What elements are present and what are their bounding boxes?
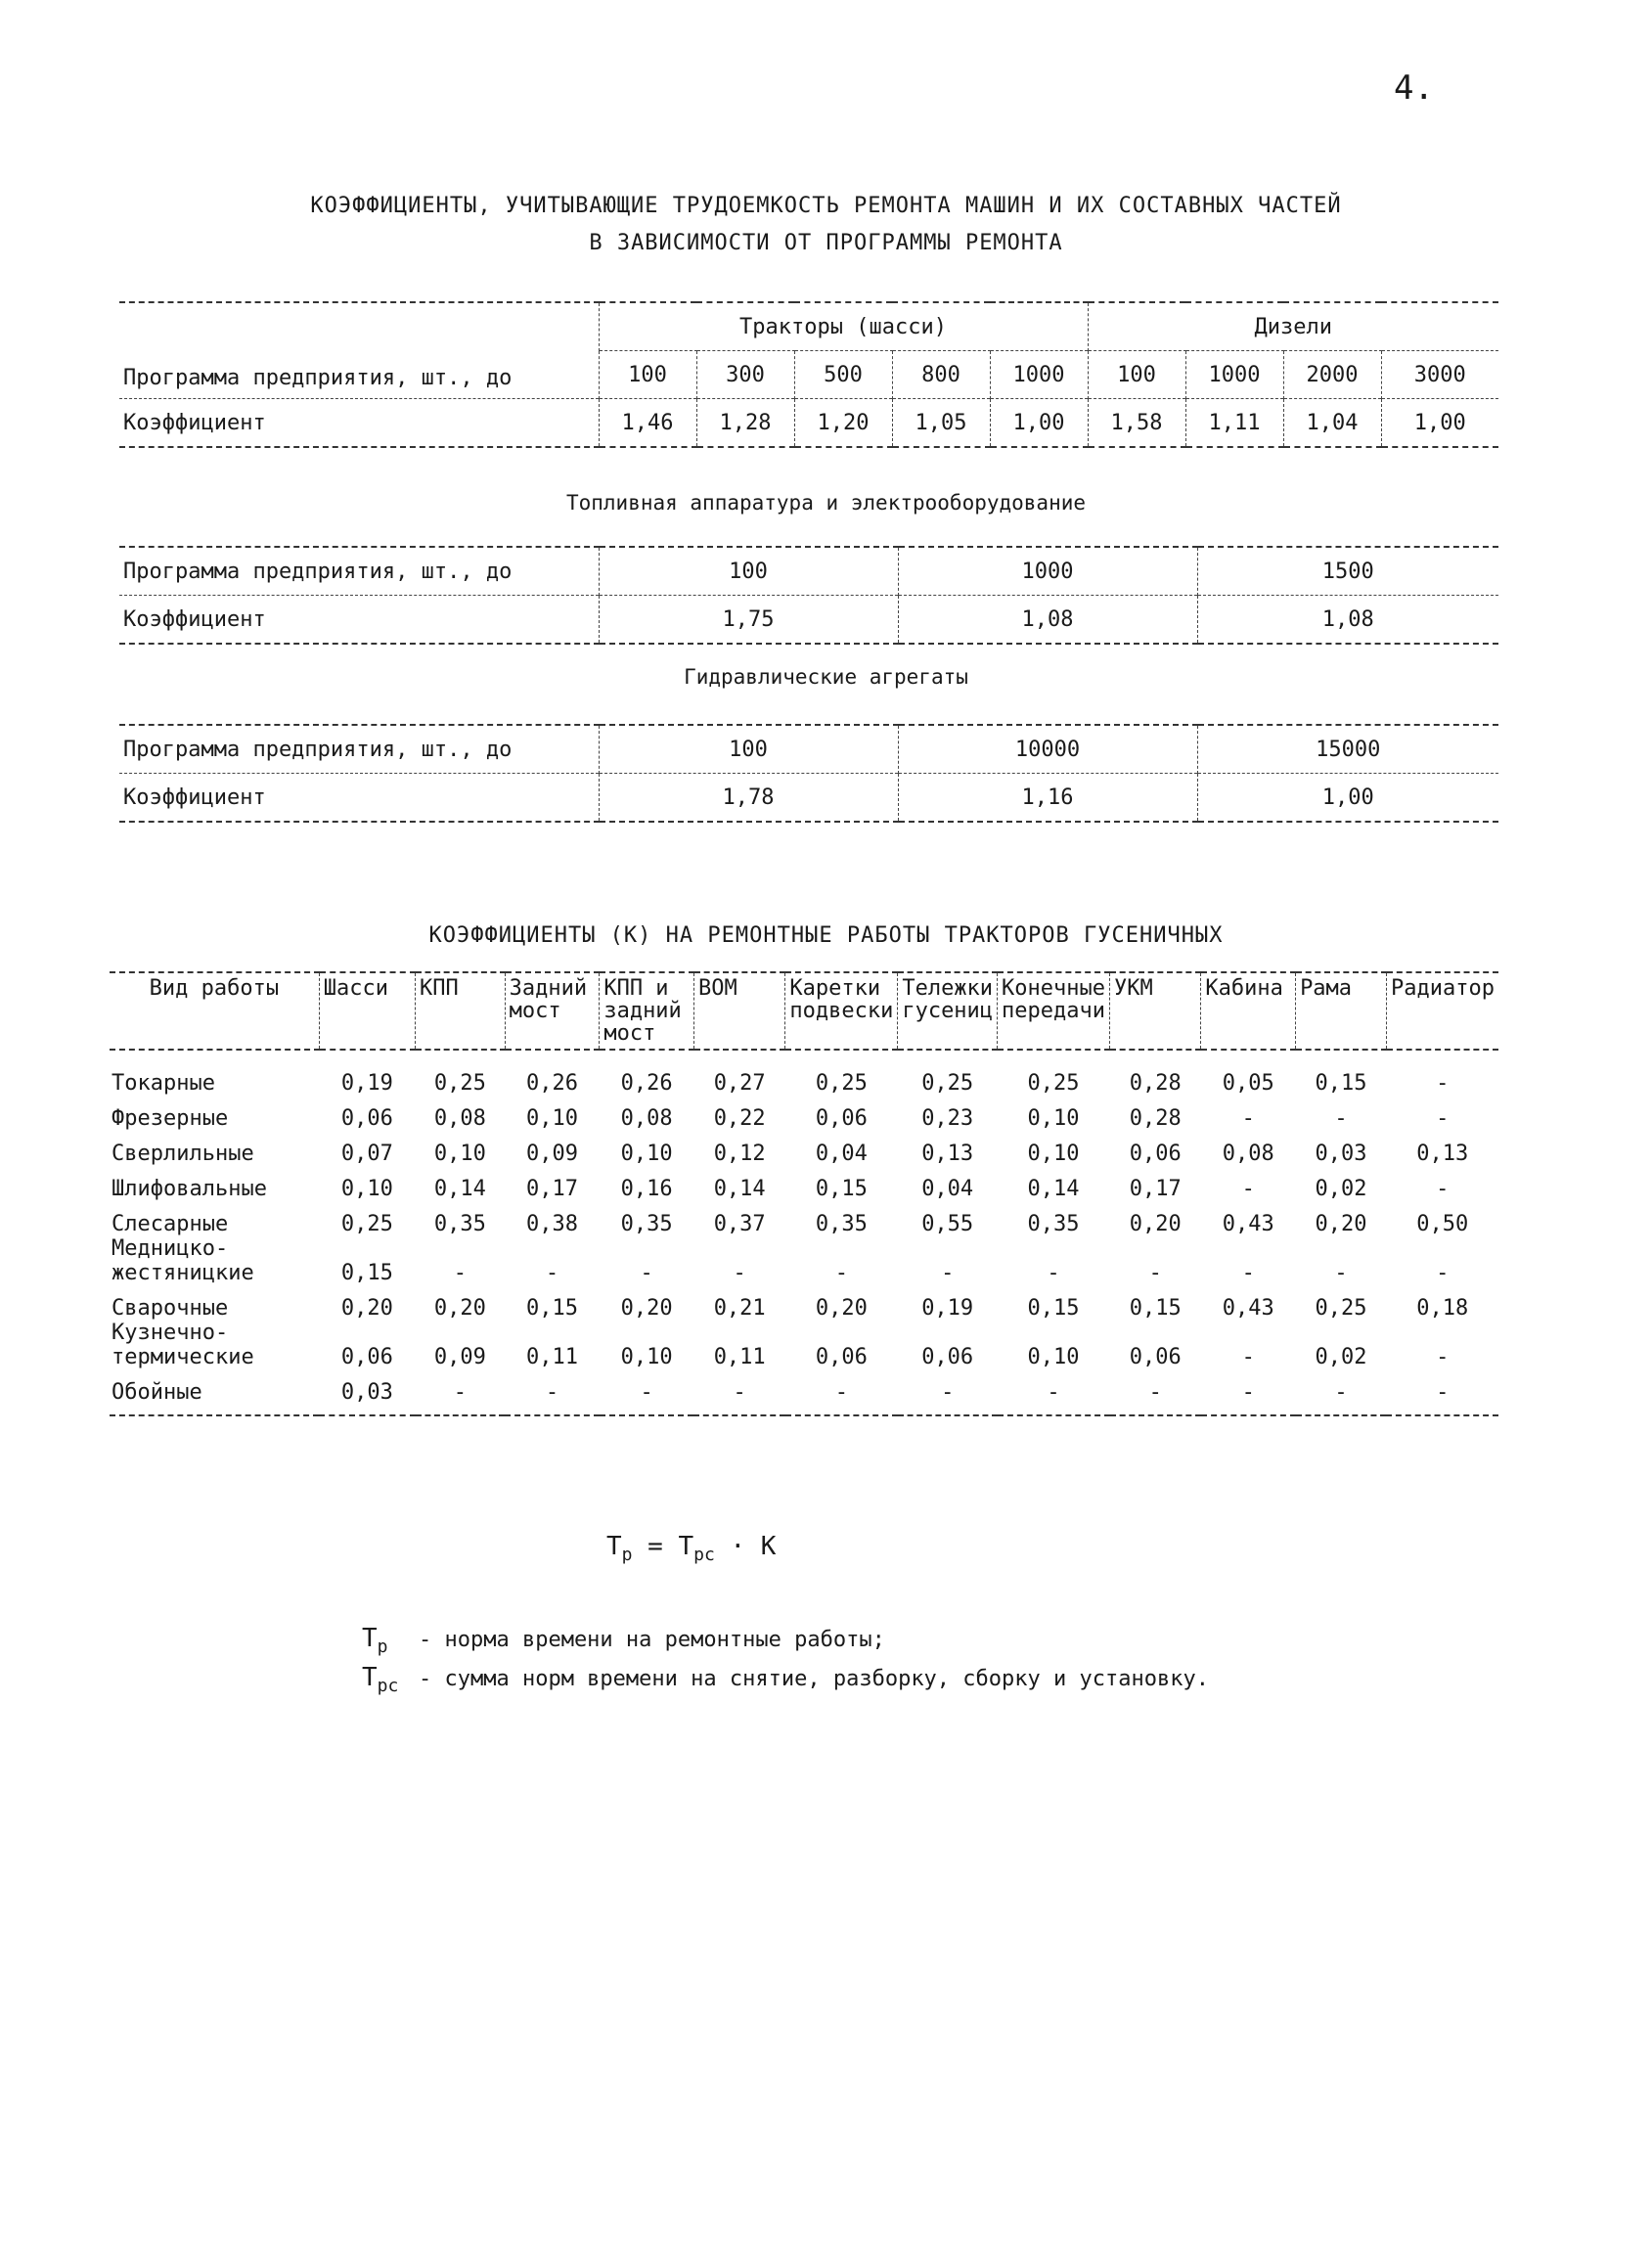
coefficient-cell: 0,55 bbox=[921, 1212, 974, 1236]
coefficient-cell: 0,43 bbox=[1222, 1212, 1274, 1236]
work-type-name: Кузнечно-термические bbox=[112, 1321, 254, 1369]
coefficient-cell: 0,10 bbox=[620, 1345, 673, 1369]
coefficient-cell: 0,15 bbox=[1027, 1296, 1080, 1321]
table-row bbox=[110, 1201, 1498, 1236]
coefficient-cell: 0,10 bbox=[1027, 1142, 1080, 1166]
legend-symbol-letter: T bbox=[362, 1624, 378, 1653]
coefficient-cell: 0,23 bbox=[921, 1106, 974, 1131]
coefficient-cell: 0,10 bbox=[526, 1106, 578, 1131]
coefficient-cell: - bbox=[1436, 1071, 1450, 1096]
coefficient-cell: - bbox=[1148, 1261, 1162, 1285]
coefficient-cell: 0,12 bbox=[713, 1142, 766, 1166]
coefficient-cell: - bbox=[898, 1369, 998, 1415]
coefficient-cell: - bbox=[785, 1369, 898, 1415]
table-row bbox=[110, 1131, 1498, 1166]
coefficient-cell: 0,43 bbox=[1222, 1296, 1274, 1321]
coefficient-cell: 0,22 bbox=[713, 1106, 766, 1131]
column-header: Каретки подвески bbox=[785, 972, 898, 1050]
coefficient-row bbox=[119, 774, 1498, 823]
coefficient-cell: 1,00 bbox=[990, 399, 1088, 448]
coefficient-cell: - bbox=[600, 1369, 694, 1415]
coefficient-cell: 0,06 bbox=[921, 1345, 974, 1369]
coefficient-cell: 0,25 bbox=[1315, 1296, 1367, 1321]
table-label-cell bbox=[119, 302, 599, 399]
coefficient-cell: 0,05 bbox=[1222, 1071, 1274, 1096]
coefficient-cell: 0,11 bbox=[713, 1345, 766, 1369]
legend-item bbox=[362, 1663, 1209, 1696]
coefficient-cell: 1,00 bbox=[1197, 774, 1498, 823]
coefficient-cell: 0,15 bbox=[815, 1177, 868, 1201]
coefficient-cell: - bbox=[545, 1261, 559, 1285]
column-header: Задний мост bbox=[505, 972, 600, 1050]
coefficient-cell: 0,15 bbox=[526, 1296, 578, 1321]
formula-rhs: T bbox=[678, 1532, 694, 1561]
legend-text: - норма времени на ремонтные работы; bbox=[419, 1628, 885, 1652]
coefficient-cell: 0,10 bbox=[340, 1177, 393, 1201]
coefficient-cell: - bbox=[1110, 1369, 1201, 1415]
column-header-work-type: Вид работы bbox=[110, 972, 319, 1050]
coefficient-cell: 0,27 bbox=[713, 1071, 766, 1096]
coefficient-row-label: Коэффициент bbox=[119, 774, 599, 823]
coefficient-cell: - bbox=[693, 1369, 784, 1415]
coefficient-cell: - bbox=[1296, 1369, 1387, 1415]
coefficient-cell: - bbox=[1241, 1177, 1255, 1201]
coefficient-cell: - bbox=[1436, 1261, 1450, 1285]
program-cell: 3000 bbox=[1381, 351, 1498, 399]
column-header: Шасси bbox=[319, 972, 415, 1050]
table-row bbox=[110, 1369, 1498, 1415]
program-cell: 100 bbox=[599, 725, 898, 774]
work-type-name: Сверлильные bbox=[112, 1142, 254, 1166]
section-title-hydraulic: Гидравлические агрегаты bbox=[684, 665, 968, 689]
coefficient-cell: 0,15 bbox=[1315, 1071, 1367, 1096]
coefficient-row bbox=[119, 399, 1498, 448]
coefficient-cell: 0,04 bbox=[921, 1177, 974, 1201]
coefficient-cell: 0,06 bbox=[815, 1106, 868, 1131]
work-type-name: Фрезерные bbox=[112, 1106, 229, 1131]
coefficient-cell: 0,15 bbox=[340, 1261, 393, 1285]
coefficient-cell: 0,03 bbox=[1315, 1142, 1367, 1166]
work-type-name: Медницко-жестяницкие bbox=[112, 1236, 254, 1285]
coefficient-cell: 0,25 bbox=[921, 1071, 974, 1096]
coefficient-cell: 0,06 bbox=[1129, 1345, 1182, 1369]
formula-lhs: T bbox=[606, 1532, 622, 1561]
coefficient-cell: 0,06 bbox=[340, 1345, 393, 1369]
coefficient-cell: - bbox=[416, 1369, 506, 1415]
document-title-line2: В ЗАВИСИМОСТИ ОТ ПРОГРАММЫ РЕМОНТА bbox=[589, 231, 1063, 255]
coefficient-cell: 1,46 bbox=[599, 399, 696, 448]
coefficient-cell: 0,14 bbox=[1027, 1177, 1080, 1201]
coefficient-cell: 1,16 bbox=[898, 774, 1197, 823]
coefficient-cell: - bbox=[640, 1261, 653, 1285]
formula-equals: = bbox=[632, 1532, 679, 1561]
coefficient-cell: 0,08 bbox=[1222, 1142, 1274, 1166]
coefficient-cell: 0,26 bbox=[620, 1071, 673, 1096]
coefficient-cell: 0,35 bbox=[1027, 1212, 1080, 1236]
coefficient-cell: 0,14 bbox=[713, 1177, 766, 1201]
work-type-name: Слесарные bbox=[112, 1212, 229, 1236]
coefficient-cell: 1,08 bbox=[898, 596, 1197, 645]
coefficient-cell: 1,00 bbox=[1381, 399, 1498, 448]
coefficient-cell: 0,20 bbox=[1315, 1212, 1367, 1236]
table-row bbox=[110, 1236, 1498, 1285]
coefficient-cell: 1,08 bbox=[1197, 596, 1498, 645]
coefficient-cell: 0,28 bbox=[1129, 1106, 1182, 1131]
coefficient-cell: 0,20 bbox=[815, 1296, 868, 1321]
program-row bbox=[119, 725, 1498, 774]
table-header-row bbox=[110, 972, 1498, 1050]
coefficient-cell: - bbox=[941, 1261, 955, 1285]
coefficient-cell: 0,28 bbox=[1129, 1071, 1182, 1096]
legend-symbol bbox=[362, 1663, 419, 1696]
coefficient-cell: 0,04 bbox=[815, 1142, 868, 1166]
coefficient-cell: 0,17 bbox=[1129, 1177, 1182, 1201]
table-work-coefficients bbox=[110, 971, 1498, 1416]
coefficient-cell: 0,09 bbox=[526, 1142, 578, 1166]
program-row bbox=[119, 547, 1498, 596]
coefficient-cell: 1,20 bbox=[794, 399, 892, 448]
coefficient-cell: 1,05 bbox=[892, 399, 990, 448]
coefficient-cell: 1,04 bbox=[1283, 399, 1381, 448]
coefficient-cell: 0,20 bbox=[340, 1296, 393, 1321]
work-type-name: Сварочные bbox=[112, 1296, 229, 1321]
table-tractors-diesels bbox=[119, 301, 1498, 448]
table-row bbox=[110, 1050, 1498, 1096]
coefficient-cell: - bbox=[1047, 1261, 1060, 1285]
work-type-name: Обойные bbox=[110, 1369, 319, 1415]
coefficient-cell: - bbox=[998, 1369, 1110, 1415]
column-header: Рама bbox=[1296, 972, 1387, 1050]
legend-symbol-letter: T bbox=[362, 1663, 378, 1692]
coefficient-cell: 0,16 bbox=[620, 1177, 673, 1201]
legend-item bbox=[362, 1624, 885, 1657]
coefficient-cell: 0,35 bbox=[815, 1212, 868, 1236]
coefficient-cell: - bbox=[1241, 1261, 1255, 1285]
coefficient-cell: 0,13 bbox=[921, 1142, 974, 1166]
legend-symbol bbox=[362, 1624, 419, 1657]
coefficient-cell: - bbox=[505, 1369, 600, 1415]
section-title-work-types: КОЭФФИЦИЕНТЫ (К) НА РЕМОНТНЫЕ РАБОТЫ ТРАКТОРОВ ГУСЕНИЧНЫХ bbox=[428, 923, 1224, 948]
coefficient-cell: 0,19 bbox=[340, 1071, 393, 1096]
coefficient-cell: 0,09 bbox=[433, 1345, 486, 1369]
coefficient-cell: 0,35 bbox=[433, 1212, 486, 1236]
program-cell: 1000 bbox=[898, 547, 1197, 596]
group-header-tractors: Тракторы (шасси) bbox=[599, 302, 1088, 351]
coefficient-cell: 0,18 bbox=[1416, 1296, 1469, 1321]
program-cell: 1000 bbox=[990, 351, 1088, 399]
program-cell: 10000 bbox=[898, 725, 1197, 774]
coefficient-cell: 0,07 bbox=[340, 1142, 393, 1166]
coefficient-cell: 0,15 bbox=[1129, 1296, 1182, 1321]
program-row-label: Программа предприятия, шт., до bbox=[123, 366, 513, 390]
formula-lhs-subscript: р bbox=[621, 1545, 633, 1566]
coefficient-cell: - bbox=[453, 1261, 467, 1285]
coefficient-cell: - bbox=[1334, 1106, 1348, 1131]
coefficient-cell: 0,25 bbox=[815, 1071, 868, 1096]
coefficient-cell: 0,20 bbox=[620, 1296, 673, 1321]
coefficient-row bbox=[119, 596, 1498, 645]
legend-text: - сумма норм времени на снятие, разборку, сборку и установку. bbox=[419, 1667, 1209, 1691]
column-header: ВОМ bbox=[693, 972, 784, 1050]
coefficient-cell: 0,10 bbox=[620, 1142, 673, 1166]
program-cell: 2000 bbox=[1283, 351, 1381, 399]
formula-rhs-subscript: рс bbox=[693, 1545, 715, 1566]
coefficient-cell: 0,11 bbox=[526, 1345, 578, 1369]
program-cell: 100 bbox=[1088, 351, 1185, 399]
coefficient-cell: 0,02 bbox=[1315, 1345, 1367, 1369]
coefficient-cell: 0,10 bbox=[433, 1142, 486, 1166]
coefficient-cell: - bbox=[1334, 1261, 1348, 1285]
coefficient-cell: 0,14 bbox=[433, 1177, 486, 1201]
column-header: Кабина bbox=[1201, 972, 1296, 1050]
group-header-diesels: Дизели bbox=[1088, 302, 1498, 351]
coefficient-cell: - bbox=[1436, 1177, 1450, 1201]
coefficient-row-label: Коэффициент bbox=[119, 596, 599, 645]
work-type-name: Шлифовальные bbox=[112, 1177, 267, 1201]
table-fuel-electrical bbox=[119, 546, 1498, 645]
program-cell: 300 bbox=[696, 351, 794, 399]
coefficient-cell: 0,06 bbox=[340, 1106, 393, 1131]
coefficient-cell: 0,06 bbox=[815, 1345, 868, 1369]
coefficient-cell: 0,10 bbox=[1027, 1106, 1080, 1131]
column-header: Конечные передачи bbox=[998, 972, 1110, 1050]
coefficient-cell: 0,13 bbox=[1416, 1142, 1469, 1166]
coefficient-cell: - bbox=[1241, 1345, 1255, 1369]
coefficient-cell: - bbox=[834, 1261, 848, 1285]
coefficient-cell: 0,17 bbox=[526, 1177, 578, 1201]
legend-symbol-subscript: р bbox=[377, 1636, 388, 1658]
program-cell: 100 bbox=[599, 547, 898, 596]
coefficient-cell: 0,50 bbox=[1416, 1212, 1469, 1236]
program-cell: 800 bbox=[892, 351, 990, 399]
coefficient-cell: 0,03 bbox=[319, 1369, 415, 1415]
coefficient-cell: 0,37 bbox=[713, 1212, 766, 1236]
formula-tail: · К bbox=[714, 1532, 777, 1561]
coefficient-cell: - bbox=[1436, 1345, 1450, 1369]
formula bbox=[606, 1532, 776, 1565]
program-cell: 15000 bbox=[1197, 725, 1498, 774]
column-header: КПП bbox=[416, 972, 506, 1050]
program-row-label: Программа предприятия, шт., до bbox=[119, 725, 599, 774]
coefficient-cell: - bbox=[733, 1261, 746, 1285]
coefficient-cell: - bbox=[1436, 1106, 1450, 1131]
coefficient-row-label: Коэффициент bbox=[119, 399, 599, 448]
coefficient-cell: 0,02 bbox=[1315, 1177, 1367, 1201]
coefficient-cell: 0,10 bbox=[1027, 1345, 1080, 1369]
program-cell: 1000 bbox=[1185, 351, 1283, 399]
document-title-line1: КОЭФФИЦИЕНТЫ, УЧИТЫВАЮЩИЕ ТРУДОЕМКОСТЬ РЕМОНТА МАШИН И ИХ СОСТАВНЫХ ЧАСТЕЙ bbox=[310, 194, 1342, 218]
page-number: 4. bbox=[1394, 68, 1434, 108]
section-title-fuel: Топливная аппаратура и электрооборудование bbox=[565, 491, 1086, 515]
table-row bbox=[110, 1096, 1498, 1131]
coefficient-cell: 1,75 bbox=[599, 596, 898, 645]
column-header: Тележки гусениц bbox=[898, 972, 998, 1050]
legend-symbol-subscript: рс bbox=[377, 1676, 399, 1697]
column-header: КПП и задний мост bbox=[600, 972, 694, 1050]
coefficient-cell: 0,20 bbox=[1129, 1212, 1182, 1236]
coefficient-cell: - bbox=[1201, 1369, 1296, 1415]
table-group-header-row bbox=[119, 302, 1498, 351]
coefficient-cell: - bbox=[1386, 1369, 1498, 1415]
table-row bbox=[110, 1285, 1498, 1321]
coefficient-cell: - bbox=[1241, 1106, 1255, 1131]
coefficient-cell: 0,38 bbox=[526, 1212, 578, 1236]
table-row bbox=[110, 1321, 1498, 1369]
coefficient-cell: 0,08 bbox=[433, 1106, 486, 1131]
program-cell: 1500 bbox=[1197, 547, 1498, 596]
coefficient-cell: 0,25 bbox=[340, 1212, 393, 1236]
coefficient-cell: 1,58 bbox=[1088, 399, 1185, 448]
coefficient-cell: 1,78 bbox=[599, 774, 898, 823]
coefficient-cell: 0,06 bbox=[1129, 1142, 1182, 1166]
work-type-name: Токарные bbox=[112, 1071, 215, 1096]
program-row-label: Программа предприятия, шт., до bbox=[119, 547, 599, 596]
program-cell: 500 bbox=[794, 351, 892, 399]
coefficient-cell: 1,28 bbox=[696, 399, 794, 448]
coefficient-cell: 0,20 bbox=[433, 1296, 486, 1321]
coefficient-cell: 1,11 bbox=[1185, 399, 1283, 448]
column-header: УКМ bbox=[1110, 972, 1201, 1050]
coefficient-cell: 0,25 bbox=[433, 1071, 486, 1096]
table-row bbox=[110, 1166, 1498, 1201]
coefficient-cell: 0,35 bbox=[620, 1212, 673, 1236]
coefficient-cell: 0,25 bbox=[1027, 1071, 1080, 1096]
table-hydraulic bbox=[119, 724, 1498, 823]
coefficient-cell: 0,26 bbox=[526, 1071, 578, 1096]
column-header: Радиатор bbox=[1386, 972, 1498, 1050]
coefficient-cell: 0,19 bbox=[921, 1296, 974, 1321]
coefficient-cell: 0,08 bbox=[620, 1106, 673, 1131]
program-cell: 100 bbox=[599, 351, 696, 399]
coefficient-cell: 0,21 bbox=[713, 1296, 766, 1321]
